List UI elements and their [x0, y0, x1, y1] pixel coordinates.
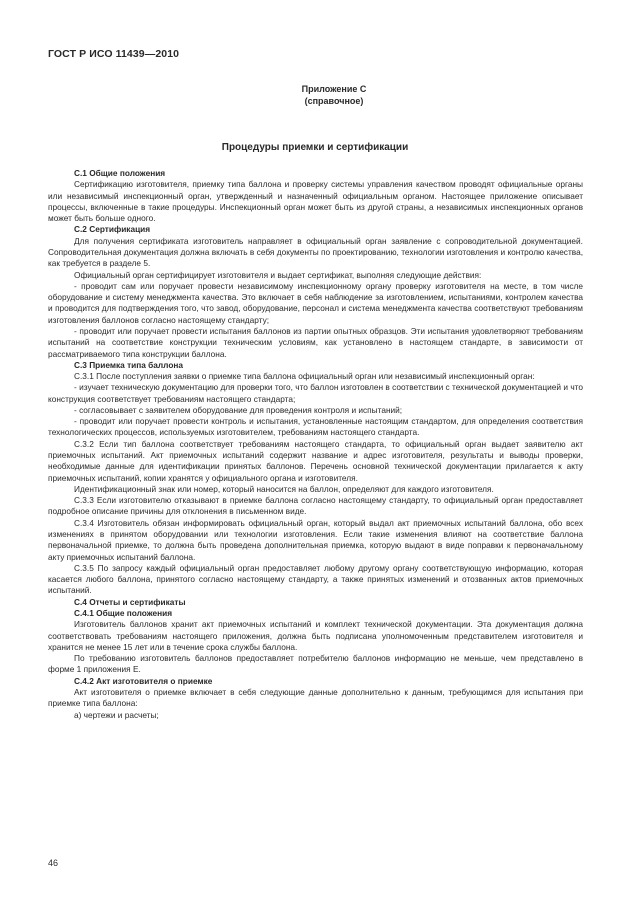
paragraph: С.3.5 По запросу каждый официальный орган предоставляет любому другому органу соответствующую информацию, которая касается любого баллона, принятого согласно настоящему стандарту, а также принятых изменений и отозванных актов приемочных испытаний.	[48, 562, 583, 596]
annex-title: Приложение С	[301, 84, 367, 94]
paragraph: С.3.3 Если изготовителю отказывают в приемке баллона согласно настоящему стандарту, то официальный орган предоставляет подробное описание причины для отклонения в письменном виде.	[48, 495, 583, 517]
paragraph: - изучает техническую документацию для проверки того, что баллон изготовлен в соответствии с технической документацией и что конструкция соответствует требованиям настоящего стандарта;	[48, 382, 583, 404]
paragraph: а) чертежи и расчеты;	[74, 709, 159, 720]
section-heading: С.4 Отчеты и сертификаты	[74, 596, 186, 607]
section-heading: С.3 Приемка типа баллона	[74, 359, 184, 370]
section-heading: С.1 Общие положения	[74, 168, 166, 178]
paragraph: С.3.2 Если тип баллона соответствует требованиям настоящего стандарта, то официальный орган выдает заявителю акт приемочных испытаний. Акт приемочных испытаний содержит название и адрес изготовителя, результаты и выводы проверки, необходимые данные для идентификации принятых баллонов. Перечень основной технической документации прилагается к акту приемочных испытаний, копии хранятся у официального органа и изготовителя.	[48, 438, 583, 483]
paragraph: - проводит сам или поручает провести независимому инспекционному органу проверку изготовителя на месте, в том числе оборудование и систему менеджмента качества. Это включает в себя наблюдение за изготовлением, испытаниями, контролем качества и проводится для подтверждения того, что завод, оборудование, персонал и система менеджмента качества соответствуют требованиям изготовления баллонов согласно настоящему стандарту;	[48, 280, 583, 325]
paragraph: - согласовывает с заявителем оборудование для проведения контроля и испытаний;	[74, 404, 403, 415]
paragraph: Акт изготовителя о приемке включает в себя следующие данные дополнительно к данным, требующимся для испытания при приемке типа баллона:	[48, 686, 583, 709]
paragraph: С.3.1 После поступления заявки о приемке типа баллона официальный орган или независимый инспекционный орган:	[74, 371, 535, 382]
paragraph: Идентификационный знак или номер, который наносится на баллон, определяют для каждого изготовителя.	[74, 483, 494, 494]
paragraph: Изготовитель баллонов хранит акт приемочных испытаний и комплект технической документации. Эта документация должна соответствовать требованиям настоящего приложения, должна быть подписана уполномоченным представителем изготовителя и хранится не менее 15 лет или в течение срока службы баллона.	[48, 619, 583, 652]
paragraph: С.3.4 Изготовитель обязан информировать официальный орган, который выдал акт приемочных испытаний баллона, обо всех изменениях в принятом оборудовании или технологии изготовления. Если такие изменения влияют на соответствие баллона первоначальной приемке, то должна быть проведена дополнительная приемка, которую выдают в виде поправки к первоначальному акту приемочных испытаний баллона.	[48, 517, 583, 562]
annex-heading	[0, 84, 630, 107]
section-heading: С.2 Сертификация	[74, 224, 151, 235]
standard-header: ГОСТ Р ИСО 11439—2010	[48, 48, 180, 60]
document-body	[48, 168, 583, 721]
paragraph: Официальный орган сертифицирует изготовителя и выдает сертификат, выполняя следующие действия:	[74, 269, 482, 280]
paragraph: - проводит или поручает провести контроль и испытания, установленные настоящим стандартом, для определения соответствия технологических процессов, используемых изготовителем, требованиям настоящего стандарта.	[48, 416, 583, 438]
page-number: 46	[48, 858, 59, 868]
paragraph: - проводит или поручает провести испытания баллонов из партии опытных образцов. Эти испытания удовлетворяют требованиям испытаний на соответствие конструкции техническим условиям, как установлено в настоящем стандарте, в зависимости от рассматриваемого типа конструкции баллона.	[48, 325, 583, 359]
annex-subtitle: (справочное)	[304, 95, 364, 106]
section-title-text: Процедуры приемки и сертификации	[221, 142, 409, 153]
paragraph: По требованию изготовитель баллонов предоставляет потребителю баллонов информацию не меньше, чем представлено в форме 1 приложения Е.	[48, 653, 583, 675]
section-heading: С.4.2 Акт изготовителя о приемке	[74, 675, 213, 686]
paragraph: Для получения сертификата изготовитель направляет в официальный орган заявление с сопроводительной документацией. Сопроводительная документация должна включать в себя документы по проектированию, технологии изготовления и контролю качества, как требуется в разделе 5.	[48, 235, 583, 269]
paragraph: Сертификацию изготовителя, приемку типа баллона и проверку системы управления качеством проводят официальные органы или независимый инспекционный орган, утвержденный и назначенный официальным органом. Настоящее приложение описывает процессы, включенные в такие процедуры. Инспекционный орган может быть из другой страны, а независимых инспекционных органов может быть больше одного.	[48, 179, 583, 224]
section-title	[0, 142, 630, 153]
section-heading: С.4.1 Общие положения	[74, 607, 173, 618]
